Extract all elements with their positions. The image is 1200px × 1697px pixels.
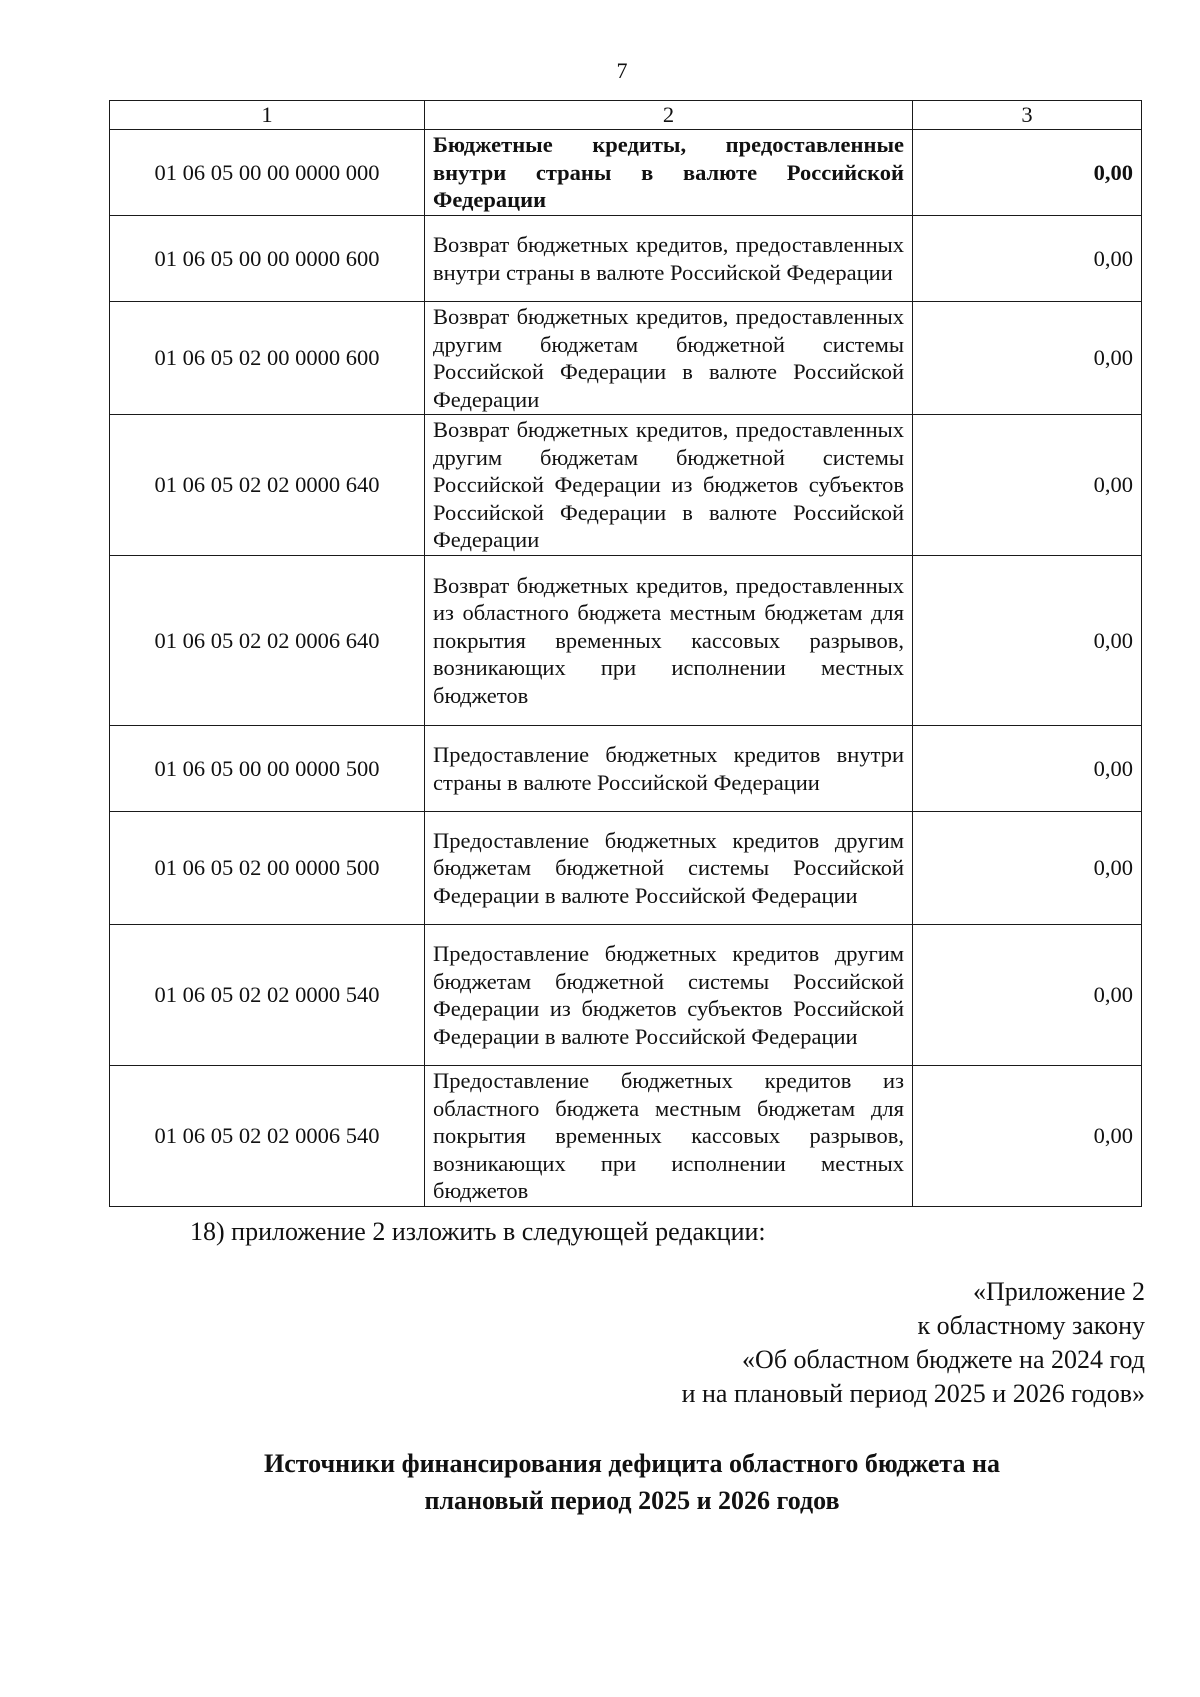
table-row	[110, 130, 1142, 216]
row-amount: 0,00	[913, 1066, 1142, 1207]
row-code: 01 06 05 02 02 0000 640	[110, 415, 425, 556]
column-header-1: 1	[110, 101, 425, 130]
row-description: Возврат бюджетных кредитов, предоставленных другим бюджетам бюджетной системы Российской Федерации из бюджетов субъектов Российской Федерации в валюте Российской Федерации	[425, 415, 913, 556]
amendment-instruction: 18) приложение 2 изложить в следующей редакции:	[190, 1217, 766, 1246]
row-amount: 0,00	[913, 925, 1142, 1066]
document-title	[32, 1445, 1200, 1519]
column-header-3: 3	[913, 101, 1142, 130]
row-amount: 0,00	[913, 216, 1142, 302]
appendix-reference-line: «Об областном бюджете на 2024 год	[742, 1345, 1145, 1374]
table-row	[110, 216, 1142, 302]
row-code: 01 06 05 02 02 0006 540	[110, 1066, 425, 1207]
row-amount: 0,00	[913, 726, 1142, 812]
row-code: 01 06 05 02 02 0000 540	[110, 925, 425, 1066]
table-row	[110, 925, 1142, 1066]
column-header-2: 2	[425, 101, 913, 130]
row-code: 01 06 05 02 00 0000 600	[110, 302, 425, 415]
row-code: 01 06 05 00 00 0000 000	[110, 130, 425, 216]
row-amount: 0,00	[913, 415, 1142, 556]
row-description: Возврат бюджетных кредитов, предоставленных из областного бюджета местным бюджетам для покрытия временных кассовых разрывов, возникающих при исполнении местных бюджетов	[425, 556, 913, 726]
table-row	[110, 415, 1142, 556]
appendix-reference-line: к областному закону	[917, 1311, 1145, 1340]
budget-sources-table	[109, 100, 1142, 1207]
appendix-reference-line: и на плановый период 2025 и 2026 годов»	[681, 1379, 1145, 1408]
page-number: 7	[616, 58, 628, 83]
row-description: Предоставление бюджетных кредитов другим бюджетам бюджетной системы Российской Федерации из бюджетов субъектов Российской Федерации в валюте Российской Федерации	[425, 925, 913, 1066]
row-description: Возврат бюджетных кредитов, предоставленных внутри страны в валюте Российской Федерации	[425, 216, 913, 302]
appendix-reference-line: «Приложение 2	[972, 1277, 1145, 1306]
row-amount: 0,00	[913, 556, 1142, 726]
appendix-reference	[682, 1275, 1145, 1411]
document-title-line: плановый период 2025 и 2026 годов	[424, 1486, 840, 1515]
row-amount: 0,00	[913, 302, 1142, 415]
row-code: 01 06 05 00 00 0000 600	[110, 216, 425, 302]
row-description: Бюджетные кредиты, предоставленные внутри страны в валюте Российской Федерации	[425, 130, 913, 216]
table-row	[110, 812, 1142, 925]
table-row	[110, 1066, 1142, 1207]
row-description: Возврат бюджетных кредитов, предоставленных другим бюджетам бюджетной системы Российской Федерации в валюте Российской Федерации	[425, 302, 913, 415]
row-code: 01 06 05 00 00 0000 500	[110, 726, 425, 812]
row-code: 01 06 05 02 02 0006 640	[110, 556, 425, 726]
row-description: Предоставление бюджетных кредитов другим бюджетам бюджетной системы Российской Федерации в валюте Российской Федерации	[425, 812, 913, 925]
table-row	[110, 302, 1142, 415]
document-title-line: Источники финансирования дефицита областного бюджета на	[263, 1449, 1000, 1478]
table-header-row	[110, 101, 1142, 130]
row-description: Предоставление бюджетных кредитов внутри страны в валюте Российской Федерации	[425, 726, 913, 812]
row-amount: 0,00	[913, 130, 1142, 216]
row-amount: 0,00	[913, 812, 1142, 925]
table-row	[110, 726, 1142, 812]
table-row	[110, 556, 1142, 726]
row-code: 01 06 05 02 00 0000 500	[110, 812, 425, 925]
row-description: Предоставление бюджетных кредитов из областного бюджета местным бюджетам для покрытия временных кассовых разрывов, возникающих при исполнении местных бюджетов	[425, 1066, 913, 1207]
